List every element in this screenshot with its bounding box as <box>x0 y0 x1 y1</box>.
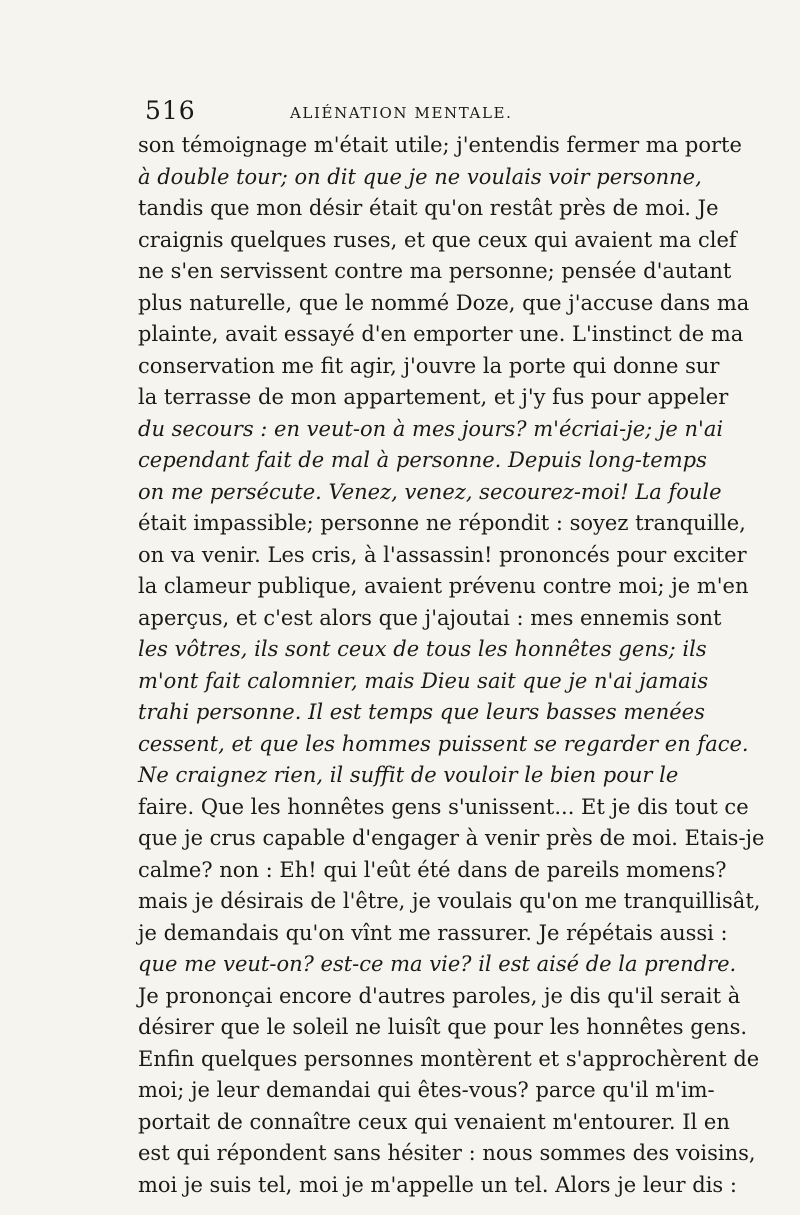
text-line: était impassible; personne ne répondit : soyez tranquille, <box>138 511 746 535</box>
body-text <box>138 130 765 1201</box>
text-line: on va venir. Les cris, à l'assassin! prononcés pour exciter <box>138 542 747 567</box>
text-line: que me veut-on? est-ce ma vie? il est aisé de la prendre. <box>138 952 737 976</box>
text-line: cependant fait de mal à personne. Depuis long-temps <box>138 448 707 472</box>
text-line: la clameur publique, avaient prévenu contre moi; je m'en <box>138 574 749 598</box>
text-line: trahi personne. Il est temps que leurs basses menées <box>138 700 705 724</box>
text-line: Je prononçai encore d'autres paroles, je dis qu'il serait à <box>138 983 741 1008</box>
text-line: plus naturelle, que le nommé Doze, que j'accuse dans ma <box>138 290 750 315</box>
text-line: mais je désirais de l'être, je voulais qu'on me tranquillisât, <box>138 889 761 913</box>
text-line: moi; je leur demandai qui êtes-vous? parce qu'il m'im- <box>138 1078 715 1102</box>
text-line: calme? non : Eh! qui l'eût été dans de pareils momens? <box>138 857 727 882</box>
running-title: ALIÉNATION MENTALE. <box>290 104 513 122</box>
text-line: on me persécute. Venez, venez, secourez-moi! La foule <box>138 479 722 504</box>
text-line: Ne craignez rien, il suffit de vouloir le bien pour le <box>138 763 679 787</box>
text-line: cessent, et que les hommes puissent se regarder en face. <box>138 731 749 756</box>
text-line: la terrasse de mon appartement, et j'y fus pour appeler <box>138 385 729 409</box>
text-line: portait de connaître ceux qui venaient m'entourer. Il en <box>138 1109 730 1134</box>
text-line: que je crus capable d'engager à venir près de moi. Etais-je <box>138 826 765 850</box>
text-line: aperçus, et c'est alors que j'ajoutai : mes ennemis sont <box>138 605 722 630</box>
text-line: m'ont fait calomnier, mais Dieu sait que je n'ai jamais <box>138 668 709 693</box>
text-line: tandis que mon désir était qu'on restât près de moi. Je <box>138 196 719 220</box>
text-line: plainte, avait essayé d'en emporter une. L'instinct de ma <box>138 322 744 346</box>
text-line: moi je suis tel, moi je m'appelle un tel. Alors je leur dis : <box>138 1172 737 1197</box>
text-line: est qui répondent sans hésiter : nous sommes des voisins, <box>138 1141 756 1165</box>
text-line: les vôtres, ils sont ceux de tous les honnêtes gens; ils <box>138 637 707 661</box>
page-number: 516 <box>145 96 196 125</box>
text-line: craignis quelques ruses, et que ceux qui avaient ma clef <box>138 227 737 252</box>
text-line: à double tour; on dit que je ne voulais voir personne, <box>138 164 702 189</box>
text-line: faire. Que les honnêtes gens s'unissent... Et je dis tout ce <box>138 794 749 819</box>
text-line: conservation me fit agir, j'ouvre la porte qui donne sur <box>138 353 720 378</box>
text-line: ne s'en servissent contre ma personne; pensée d'autant <box>138 259 732 283</box>
text-line: son témoignage m'était utile; j'entendis fermer ma porte <box>138 133 742 157</box>
text-line: du secours : en veut-on à mes jours? m'écriai-je; je n'ai <box>138 416 724 441</box>
text-line: Enfin quelques personnes montèrent et s'approchèrent de <box>138 1046 760 1071</box>
text-line: désirer que le soleil ne luisît que pour les honnêtes gens. <box>138 1015 748 1039</box>
page-header <box>145 96 665 126</box>
text-line: je demandais qu'on vînt me rassurer. Je répétais aussi : <box>138 920 728 945</box>
